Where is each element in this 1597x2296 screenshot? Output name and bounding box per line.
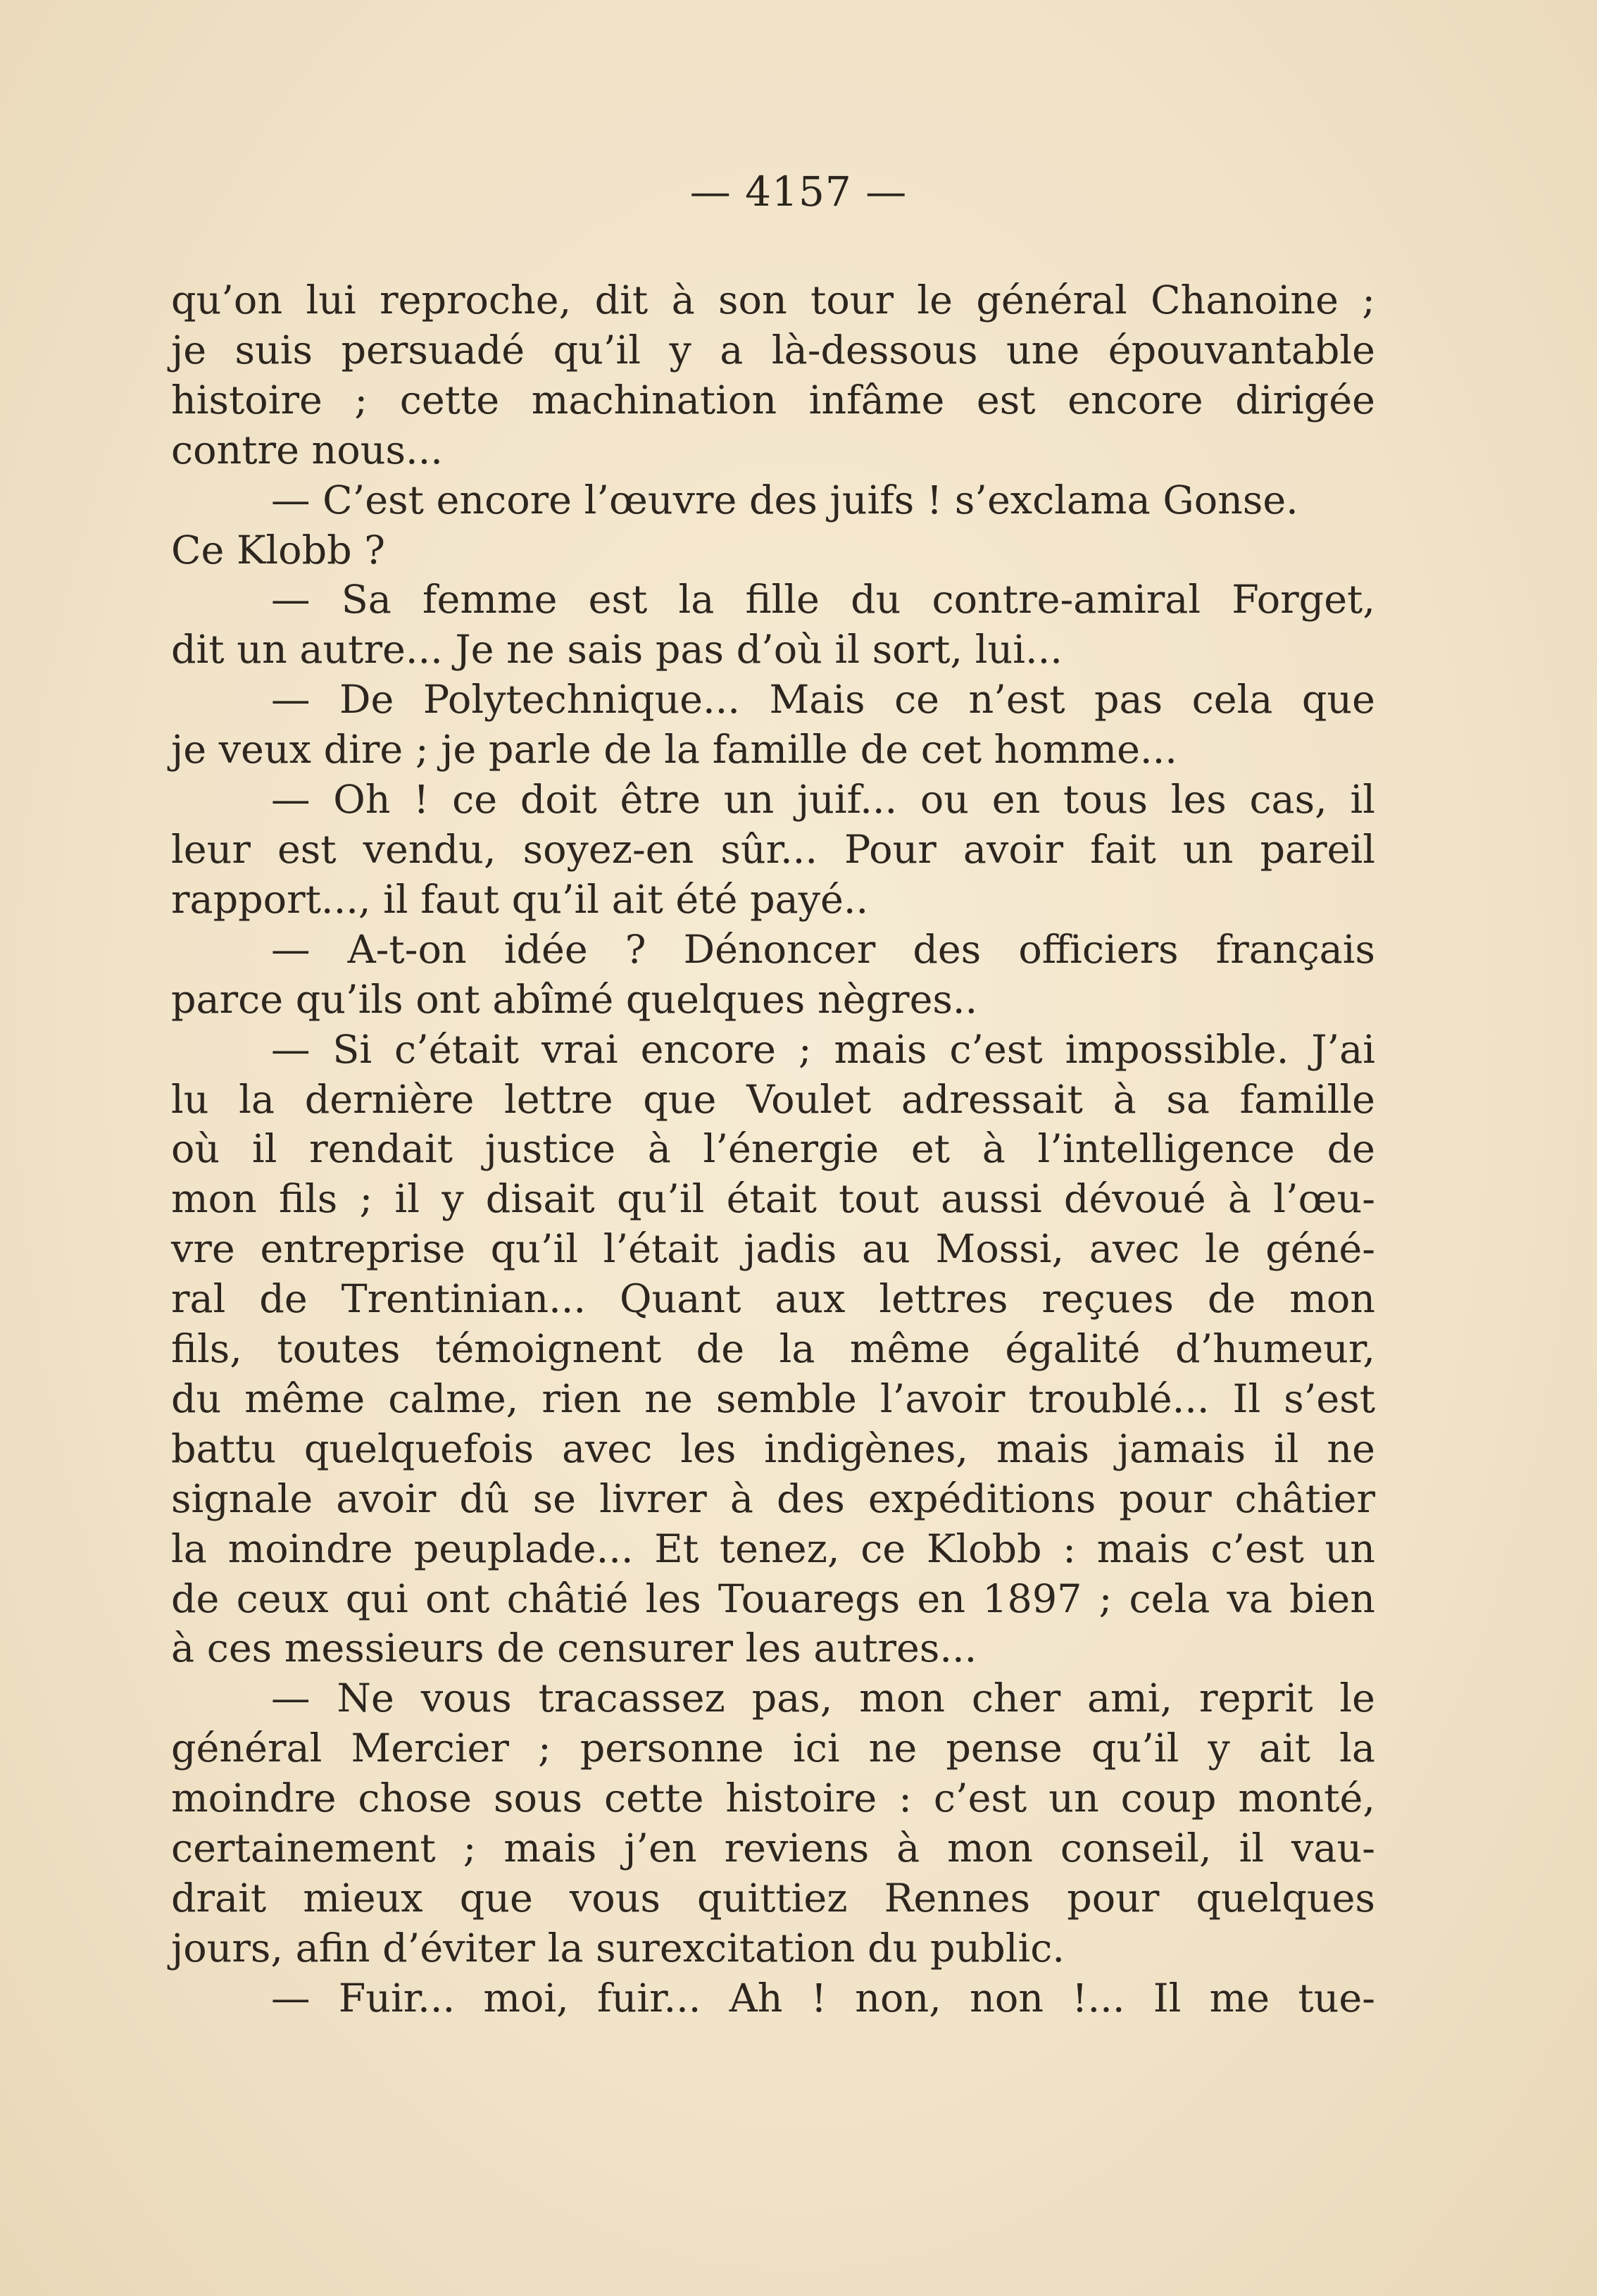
text-line: — Fuir... moi, fuir... Ah ! non, non !... Il me tue- bbox=[271, 1975, 1375, 2021]
text-line: parce qu’ils ont abîmé quelques nègres.. bbox=[171, 976, 978, 1023]
text-line: Ce Klobb ? bbox=[171, 527, 386, 573]
text-line: vre entreprise qu’il l’était jadis au Mossi, avec le géné- bbox=[171, 1226, 1375, 1273]
text-line: — Oh ! ce doit être un juif... ou en tous les cas, il bbox=[271, 777, 1375, 823]
text-line: — A-t-on idée ? Dénoncer des officiers français bbox=[271, 926, 1375, 973]
text-line: — Si c’était vrai encore ; mais c’est impossible. J’ai bbox=[271, 1026, 1375, 1073]
text-line: rapport..., il faut qu’il ait été payé.. bbox=[171, 876, 869, 923]
text-line: battu quelquefois avec les indigènes, mais jamais il ne bbox=[171, 1425, 1375, 1472]
text-line: dit un autre... Je ne sais pas d’où il sort, lui... bbox=[171, 627, 1063, 673]
text-line: lu la dernière lettre que Voulet adressait à sa famille bbox=[171, 1076, 1375, 1123]
text-line: fils, toutes témoignent de la même égalité d’humeur, bbox=[171, 1326, 1375, 1373]
text-line: mon fils ; il y disait qu’il était tout aussi dévoué à l’œu- bbox=[171, 1176, 1375, 1223]
text-line: signale avoir dû se livrer à des expéditions pour châtier bbox=[171, 1475, 1375, 1522]
text-line: qu’on lui reproche, dit à son tour le général Chanoine ; bbox=[171, 277, 1375, 323]
text-line: je suis persuadé qu’il y a là-dessous une épouvantable bbox=[171, 327, 1375, 373]
text-line: moindre chose sous cette histoire : c’est un coup monté, bbox=[171, 1776, 1375, 1822]
text-line: je veux dire ; je parle de la famille de cet homme... bbox=[171, 727, 1177, 773]
text-line: leur est vendu, soyez-en sûr... Pour avoir fait un pareil bbox=[171, 826, 1375, 873]
text-line: du même calme, rien ne semble l’avoir troublé... Il s’est bbox=[171, 1375, 1375, 1422]
text-line: général Mercier ; personne ici ne pense qu’il y ait la bbox=[171, 1726, 1375, 1772]
text-line: ral de Trentinian... Quant aux lettres reçues de mon bbox=[171, 1276, 1375, 1323]
text-line: drait mieux que vous quittiez Rennes pour quelques bbox=[171, 1876, 1375, 1921]
page-number: — 4157 — bbox=[689, 168, 908, 216]
text-line: où il rendait justice à l’énergie et à l’intelligence de bbox=[171, 1126, 1375, 1173]
text-line: à ces messieurs de censurer les autres... bbox=[171, 1626, 977, 1672]
text-line: la moindre peuplade... Et tenez, ce Klobb : mais c’est un bbox=[171, 1526, 1375, 1572]
text-line: — Sa femme est la fille du contre-amiral Forget, bbox=[271, 577, 1375, 623]
text-line: — C’est encore l’œuvre des juifs ! s’exclama Gonse. bbox=[271, 477, 1298, 523]
body-text bbox=[171, 276, 1375, 2024]
text-line: contre nous... bbox=[171, 427, 443, 473]
text-line: histoire ; cette machination infâme est encore dirigée bbox=[171, 377, 1375, 423]
text-line: de ceux qui ont châtié les Touaregs en 1897 ; cela va bien bbox=[171, 1576, 1375, 1622]
text-line: jours, afin d’éviter la surexcitation du public. bbox=[171, 1925, 1065, 1971]
text-line: certainement ; mais j’en reviens à mon conseil, il vau- bbox=[171, 1826, 1375, 1872]
text-line: — De Polytechnique... Mais ce n’est pas cela que bbox=[271, 677, 1375, 723]
text-line: — Ne vous tracassez pas, mon cher ami, reprit le bbox=[271, 1676, 1375, 1722]
